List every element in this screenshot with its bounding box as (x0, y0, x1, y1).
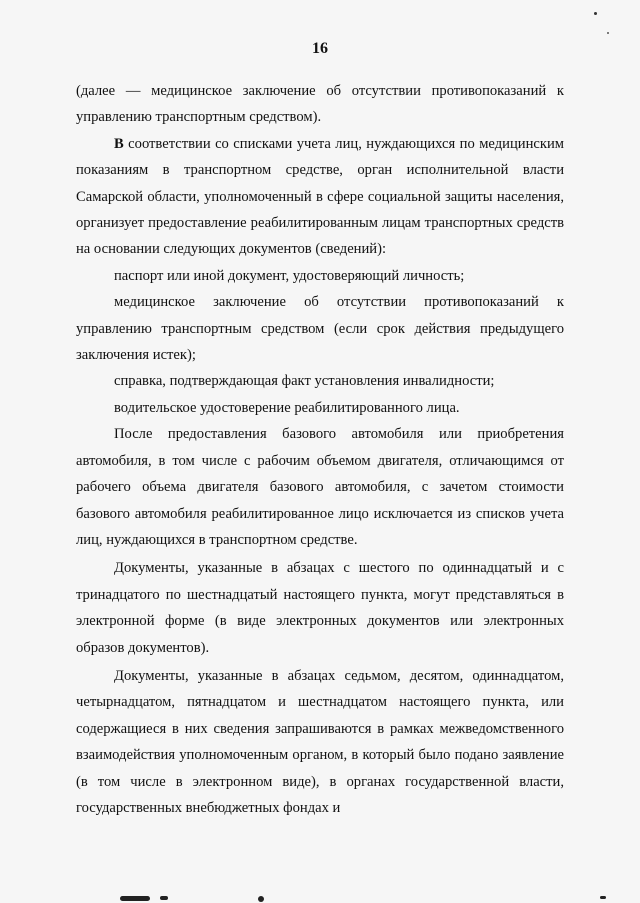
scan-speck (607, 32, 609, 34)
paragraph (76, 131, 564, 263)
scan-speck (594, 12, 597, 15)
paragraph-text: соответствии со списками учета лиц, нуждающихся по медицинским показаниям в транспортном средстве, орган исполнительной власти Самарской области, уполномоченный в сфере социальной защиты населения, организует предоставление реабилитированным лицам транспортных средств на основании следующих документов (сведений): (76, 135, 564, 258)
document-body (76, 78, 564, 821)
scan-artifact (0, 889, 640, 903)
paragraph: водительское удостоверение реабилитированного лица. (114, 399, 460, 416)
page-number: 16 (312, 40, 328, 57)
paragraph: Документы, указанные в абзацах седьмом, десятом, одиннадцатом, четырнадцатом, пятнадцатом и шестнадцатом настоящего пункта, или содержащиеся в них сведения запрашиваются в рамках межведомственного взаимодействия уполномоченным органом, в который было подано заявление (в том числе в электронном виде), в органах государственной власти, государственных внебюджетных фондах и (76, 667, 564, 816)
paragraph: Документы, указанные в абзацах с шестого по одиннадцатый и с тринадцатого по шестнадцатый настоящего пункта, могут представляться в электронной форме (в виде электронных документов или электронных образов документов). (76, 560, 564, 656)
paragraph: (далее — медицинское заключение об отсутствии противопоказаний к управлению транспортным средством). (76, 83, 564, 126)
paragraph: медицинское заключение об отсутствии противопоказаний к управлению транспортным средством (если срок действия предыдущего заключения истек); (76, 294, 564, 364)
paragraph: паспорт или иной документ, удостоверяющий личность; (114, 267, 465, 284)
paragraph-lead-word: В (114, 135, 124, 152)
paragraph: справка, подтверждающая факт установления инвалидности; (114, 373, 495, 390)
paragraph: После предоставления базового автомобиля или приобретения автомобиля, в том числе с рабочим объемом двигателя, отличающимся от рабочего объема двигателя базового автомобиля, с зачетом стоимости базового автомобиля реабилитированное лицо исключается из списков учета лиц, нуждающихся в транспортном средстве. (76, 426, 564, 548)
